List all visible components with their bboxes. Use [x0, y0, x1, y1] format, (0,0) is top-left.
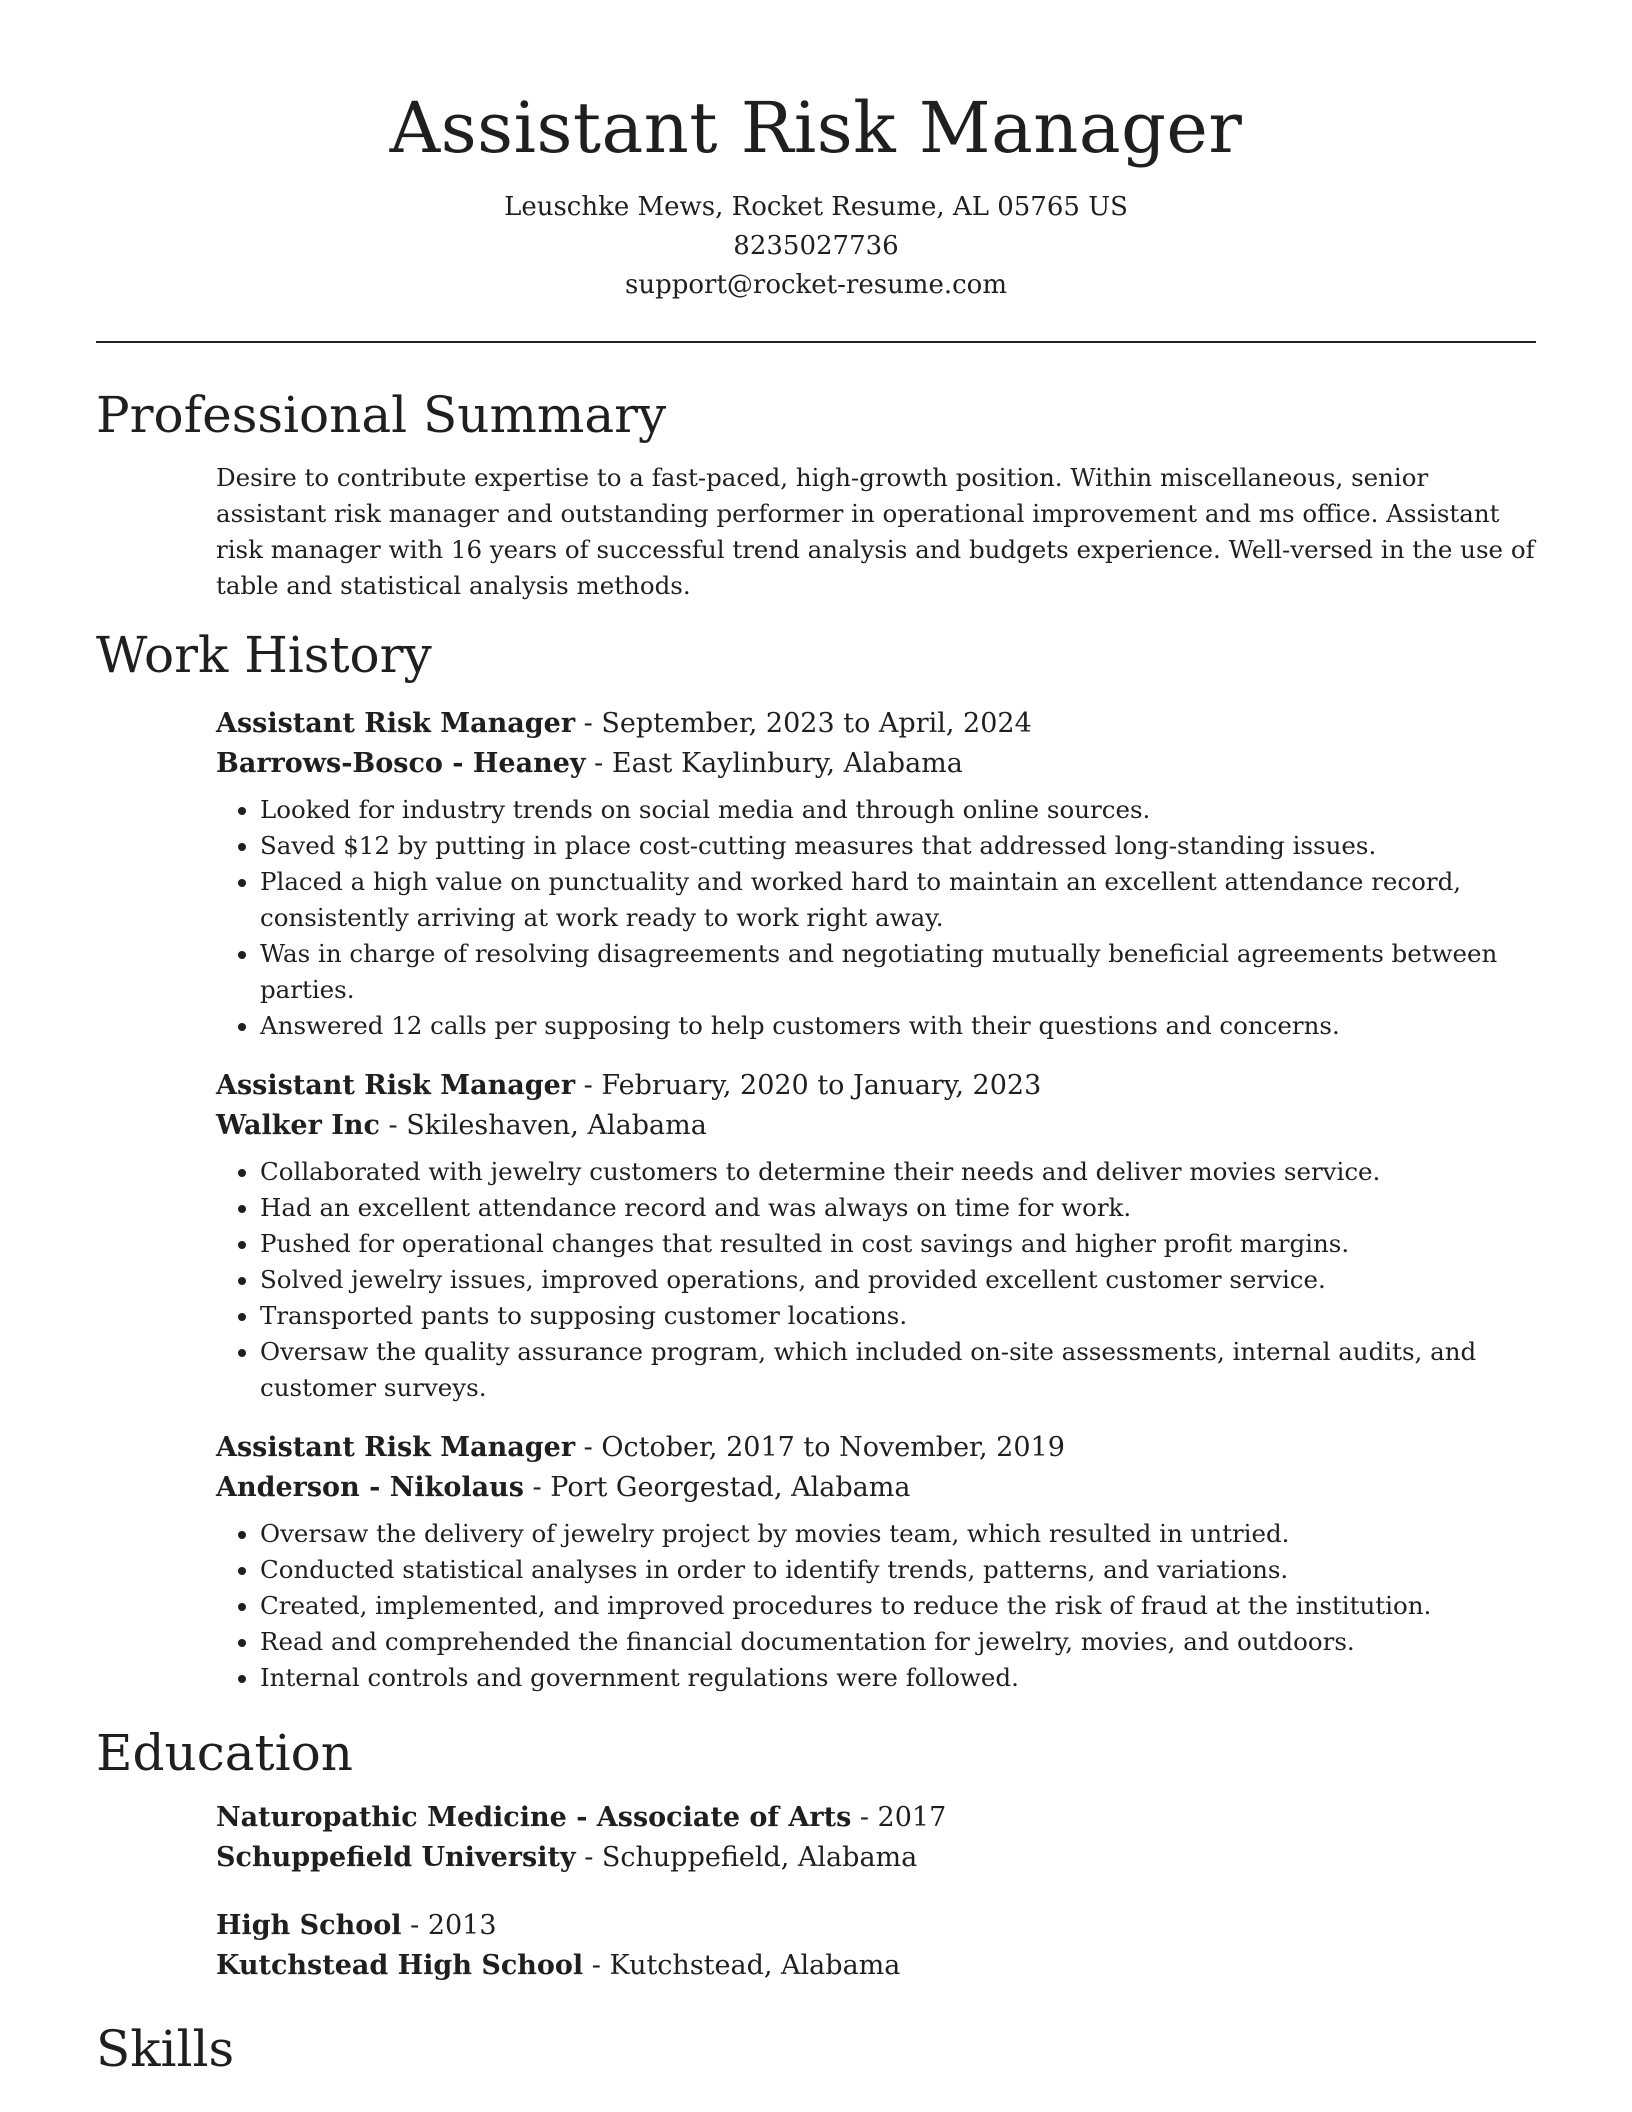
- job-entry: [216, 704, 1536, 1044]
- job-dates: - February, 2020 to January, 2023: [575, 1070, 1042, 1101]
- job-company: Walker Inc: [216, 1110, 380, 1141]
- education-degree-line: [216, 1906, 1536, 1946]
- education-location: - Schuppefield, Alabama: [575, 1842, 918, 1873]
- education-degree-line: [216, 1798, 1536, 1838]
- education-school: Kutchstead High School: [216, 1950, 584, 1981]
- job-bullet: • Answered 12 calls per supposing to help customers with their questions and concerns.: [260, 1008, 1536, 1044]
- job-bullets: [216, 1154, 1536, 1406]
- job-title: Assistant Risk Manager: [216, 1070, 576, 1101]
- job-company-line: [216, 1468, 1536, 1508]
- job-bullet: • Created, implemented, and improved procedures to reduce the risk of fraud at the institution.: [260, 1588, 1536, 1624]
- job-bullet: • Placed a high value on punctuality and worked hard to maintain an excellent attendance record, consistently arriving at work ready to work right away.: [260, 864, 1536, 936]
- job-title: Assistant Risk Manager: [216, 1432, 576, 1463]
- address: Leuschke Mews, Rocket Resume, AL 05765 US: [504, 192, 1128, 222]
- job-bullet: • Collaborated with jewelry customers to determine their needs and deliver movies service.: [260, 1154, 1536, 1190]
- job-title-line: [216, 1428, 1536, 1468]
- job-entry: [216, 1428, 1536, 1696]
- education-location: - Kutchstead, Alabama: [583, 1950, 901, 1981]
- job-bullet: • Oversaw the quality assurance program, which included on-site assessments, internal audits, and customer surveys.: [260, 1334, 1536, 1406]
- job-bullet: • Conducted statistical analyses in order to identify trends, patterns, and variations.: [260, 1552, 1536, 1588]
- job-bullets: [216, 1516, 1536, 1696]
- job-company-line: [216, 1106, 1536, 1146]
- job-bullet: • Transported pants to supposing customer locations.: [260, 1298, 1536, 1334]
- resume-header: [0, 0, 1632, 305]
- job-location: - Skileshaven, Alabama: [379, 1110, 707, 1141]
- job-location: - Port Georgestad, Alabama: [523, 1472, 911, 1503]
- job-bullet: • Saved $12 by putting in place cost-cutting measures that addressed long-standing issues.: [260, 828, 1536, 864]
- job-bullet: • Read and comprehended the financial documentation for jewelry, movies, and outdoors.: [260, 1624, 1536, 1660]
- section-title-summary: Professional Summary: [96, 386, 667, 444]
- job-company: Anderson - Nikolaus: [216, 1472, 524, 1503]
- education-year: - 2017: [851, 1802, 947, 1833]
- job-entry: [216, 1066, 1536, 1406]
- education-year: - 2013: [401, 1910, 497, 1941]
- job-bullet: • Oversaw the delivery of jewelry project by movies team, which resulted in untried.: [260, 1516, 1536, 1552]
- resume-body: [96, 380, 1536, 2084]
- job-bullet: • Was in charge of resolving disagreements and negotiating mutually beneficial agreements between parties.: [260, 936, 1536, 1008]
- section-title-work: Work History: [96, 626, 432, 684]
- job-title-line: [216, 1066, 1536, 1106]
- email: support@rocket-resume.com: [624, 270, 1007, 300]
- section-title-education: Education: [96, 1724, 353, 1782]
- job-bullets: [216, 792, 1536, 1044]
- job-bullet: • Solved jewelry issues, improved operations, and provided excellent customer service.: [260, 1262, 1536, 1298]
- summary-text: Desire to contribute expertise to a fast-paced, high-growth position. Within miscellaneous, senior assistant risk manager and outstanding performer in operational improvement and ms office. Assistant risk manager with 16 years of successful trend analysis and budgets experience. Well-versed in the use of table and statistical analysis methods.: [216, 463, 1535, 600]
- job-location: - East Kaylinbury, Alabama: [585, 748, 963, 779]
- job-bullet: • Had an excellent attendance record and was always on time for work.: [260, 1190, 1536, 1226]
- job-bullet: • Internal controls and government regulations were followed.: [260, 1660, 1536, 1696]
- education-degree: Naturopathic Medicine - Associate of Arts: [216, 1802, 852, 1833]
- job-title: Assistant Risk Manager: [216, 708, 576, 739]
- job-bullet: • Pushed for operational changes that resulted in cost savings and higher profit margins.: [260, 1226, 1536, 1262]
- education-school-line: [216, 1838, 1536, 1878]
- job-company: Barrows-Bosco - Heaney: [216, 748, 586, 779]
- education-school: Schuppefield University: [216, 1842, 576, 1873]
- education-entry: [216, 1798, 1536, 1878]
- contact-block: [0, 188, 1632, 305]
- education-degree: High School: [216, 1910, 402, 1941]
- job-bullet: • Looked for industry trends on social media and through online sources.: [260, 792, 1536, 828]
- job-dates: - September, 2023 to April, 2024: [575, 708, 1032, 739]
- header-divider: [96, 341, 1536, 343]
- phone: 8235027736: [733, 231, 899, 261]
- candidate-name: Assistant Risk Manager: [389, 87, 1243, 169]
- job-company-line: [216, 744, 1536, 784]
- job-dates: - October, 2017 to November, 2019: [575, 1432, 1065, 1463]
- section-title-skills: Skills: [96, 2020, 235, 2078]
- education-entry: [216, 1906, 1536, 1986]
- education-school-line: [216, 1946, 1536, 1986]
- job-title-line: [216, 704, 1536, 744]
